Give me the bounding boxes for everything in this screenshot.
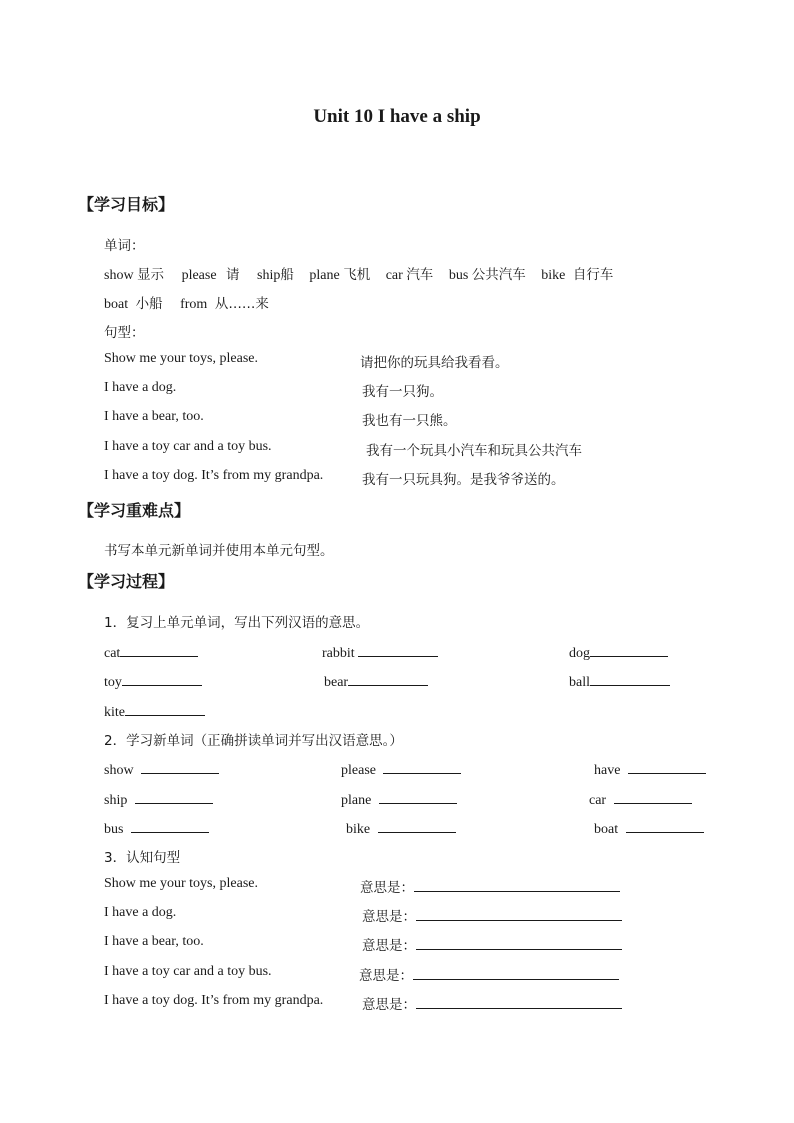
section-heading-keypoints: 【学习重难点】 [78, 501, 191, 520]
answer-blank[interactable] [131, 819, 209, 833]
pattern-en: I have a toy car and a toy bus. [104, 439, 272, 454]
page-title: Unit 10 I have a ship [313, 106, 481, 127]
vocab-line-1 [104, 263, 613, 284]
new-word-item [594, 760, 706, 779]
vocab-cn: 汽车 [406, 267, 434, 283]
new-word: bus [104, 822, 124, 837]
answer-blank[interactable] [414, 878, 620, 892]
review-word: cat [104, 646, 121, 661]
section-heading-goals: 【学习目标】 [78, 195, 175, 214]
vocab-cn: 显示 [137, 267, 165, 283]
vocab-en: car [385, 268, 403, 283]
new-word: car [589, 793, 607, 808]
pattern-cn: 请把你的玩具给我看看。 [360, 355, 509, 371]
review-item [322, 643, 438, 662]
answer-blank[interactable] [590, 672, 670, 686]
new-word-item [104, 819, 209, 838]
new-word: please [341, 763, 376, 778]
sentence-en: I have a toy car and a toy bus. [104, 964, 272, 979]
new-word: show [104, 763, 134, 778]
meaning-item [359, 964, 619, 985]
sentence-en: I have a dog. [104, 905, 177, 920]
vocab-en: bus [448, 268, 469, 283]
review-item [104, 643, 198, 662]
patterns-label: 句型： [104, 325, 145, 341]
answer-blank[interactable] [125, 702, 205, 716]
task1-heading: 1．复习上单元单词，写出下列汉语的意思。 [104, 615, 370, 631]
answer-blank[interactable] [358, 643, 438, 657]
keypoints-text: 书写本单元新单词并使用本单元句型。 [104, 543, 334, 559]
meaning-label: 意思是： [360, 880, 414, 896]
meaning-label: 意思是： [362, 997, 416, 1013]
pattern-en: I have a toy dog. It’s from my grandpa. [104, 468, 324, 483]
new-word-item [341, 760, 461, 779]
task3-heading: 3．认知句型 [104, 850, 181, 866]
sentence-en: Show me your toys, please. [104, 876, 258, 891]
vocab-line-2 [104, 292, 269, 313]
pattern-en: I have a bear, too. [104, 409, 204, 424]
new-word: plane [341, 793, 372, 808]
vocab-cn: 船 [280, 267, 294, 283]
section-heading-process: 【学习过程】 [78, 572, 175, 591]
vocab-cn: 公共汽车 [471, 267, 526, 283]
answer-blank[interactable] [120, 643, 198, 657]
pattern-cn: 我有一个玩具小汽车和玩具公共汽车 [366, 443, 582, 459]
answer-blank[interactable] [135, 790, 213, 804]
pattern-cn: 我有一只玩具狗。是我爷爷送的。 [362, 472, 565, 488]
meaning-label: 意思是： [359, 968, 413, 984]
review-word: rabbit [322, 646, 355, 661]
meaning-item [362, 934, 622, 955]
new-word: bike [346, 822, 371, 837]
vocab-cn: 小船 [135, 296, 163, 312]
answer-blank[interactable] [383, 760, 461, 774]
review-item [324, 672, 428, 691]
answer-blank[interactable] [590, 643, 668, 657]
answer-blank[interactable] [416, 995, 622, 1009]
answer-blank[interactable] [416, 907, 622, 921]
vocab-en: ship [257, 268, 281, 283]
review-word: toy [104, 675, 122, 690]
new-word: ship [104, 793, 128, 808]
vocab-cn: 自行车 [572, 267, 614, 283]
new-word-item [346, 819, 456, 838]
vocab-en: please [181, 268, 217, 283]
answer-blank[interactable] [416, 936, 622, 950]
task2-heading: 2．学习新单词（正确拼读单词并写出汉语意思。） [104, 733, 403, 749]
vocab-cn: 飞机 [343, 267, 371, 283]
vocab-en: boat [104, 297, 129, 312]
pattern-cn: 我有一只狗。 [362, 384, 443, 400]
pattern-en: I have a dog. [104, 380, 177, 395]
answer-blank[interactable] [141, 760, 219, 774]
answer-blank[interactable] [413, 966, 619, 980]
new-word: have [594, 763, 621, 778]
vocab-en: show [104, 268, 134, 283]
meaning-item [362, 905, 622, 926]
review-word: bear [324, 675, 349, 690]
answer-blank[interactable] [614, 790, 692, 804]
new-word: boat [594, 822, 619, 837]
meaning-label: 意思是： [362, 938, 416, 954]
words-label: 单词： [104, 238, 145, 254]
review-item [104, 672, 202, 691]
new-word-item [104, 760, 219, 779]
vocab-en: plane [309, 268, 340, 283]
meaning-item [360, 876, 620, 897]
answer-blank[interactable] [626, 819, 704, 833]
answer-blank[interactable] [348, 672, 428, 686]
new-word-item [104, 790, 213, 809]
review-word: dog [569, 646, 590, 661]
vocab-en: bike [541, 268, 566, 283]
meaning-label: 意思是： [362, 909, 416, 925]
new-word-item [341, 790, 457, 809]
answer-blank[interactable] [628, 760, 706, 774]
answer-blank[interactable] [379, 790, 457, 804]
sentence-en: I have a bear, too. [104, 934, 204, 949]
pattern-en: Show me your toys, please. [104, 351, 258, 366]
new-word-item [594, 819, 704, 838]
vocab-cn: 从……来 [214, 296, 269, 312]
answer-blank[interactable] [122, 672, 202, 686]
sentence-en: I have a toy dog. It’s from my grandpa. [104, 993, 324, 1008]
meaning-item [362, 993, 622, 1014]
review-word: ball [569, 675, 590, 690]
answer-blank[interactable] [378, 819, 456, 833]
vocab-cn: 请 [226, 267, 240, 283]
review-item [104, 702, 205, 721]
review-word: kite [104, 705, 125, 720]
review-item [569, 643, 668, 662]
pattern-cn: 我也有一只熊。 [362, 413, 457, 429]
review-item [569, 672, 670, 691]
new-word-item [589, 790, 692, 809]
vocab-en: from [180, 297, 208, 312]
